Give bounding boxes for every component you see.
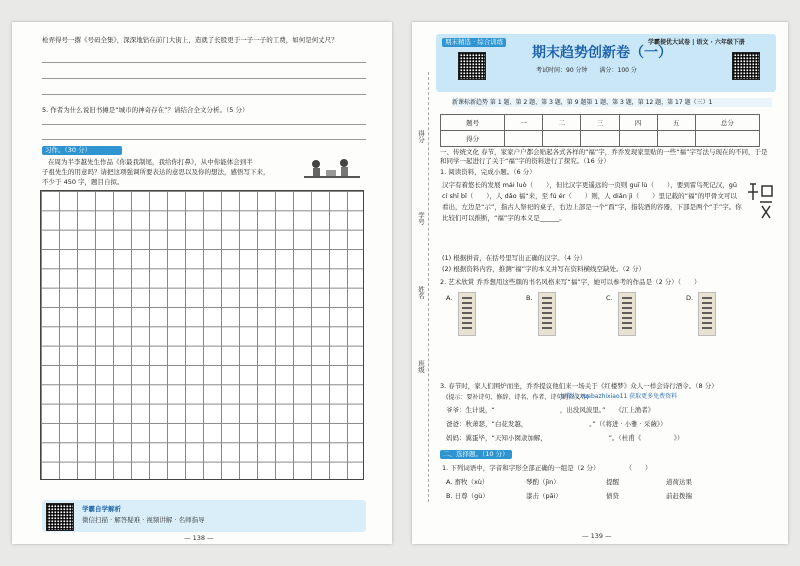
cartoon-illustration	[304, 156, 360, 184]
continued-text: 枪弄得号一撂《号码全集》，深深地钻在前门大街上，造就了长股更于一子一子的工费，如何是何丈尺？	[42, 36, 338, 44]
banner-title: 学霸自学解析	[82, 505, 121, 513]
option-d[interactable]: D.	[686, 294, 694, 302]
left-page	[12, 22, 392, 544]
binding-line	[428, 72, 429, 502]
table-cell[interactable]	[695, 131, 759, 147]
table-cell: 三	[581, 115, 619, 131]
header-tag: 期末精选 · 综合训练	[442, 38, 506, 47]
poem-line-3: 妈妈：翼蛋毕，“天知小囡隶加解， ”。（杜甫《 》）	[446, 434, 684, 442]
calligraphy-sample-d[interactable]	[698, 292, 716, 336]
option-row-b-item: 债贷	[606, 492, 619, 500]
question-5: 5. 作者为什么说旧书摊是“城市的神奇存在”？请结合全文分析。（5 分）	[42, 106, 249, 114]
option-row-b-item: 前赶拨揣	[666, 492, 692, 500]
answer-line	[42, 62, 366, 63]
table-cell: 一	[505, 115, 543, 131]
table-cell[interactable]	[619, 131, 657, 147]
qr-code-icon[interactable]	[732, 52, 760, 80]
table-cell[interactable]	[657, 131, 695, 147]
question-3: 3. 春节时，家人们围炉而坐，乔乔提议他们来一场关于《红楼梦》众人一样会诗行酒令。（8 分）	[440, 382, 718, 390]
side-label-id: 学号	[417, 212, 425, 225]
side-label-score: 得分	[417, 130, 425, 143]
exam-meta: 考试时间：90 分钟 满分：100 分	[536, 67, 637, 74]
qr-code-icon[interactable]	[458, 52, 486, 80]
qr-code-icon[interactable]	[46, 503, 74, 531]
table-cell[interactable]	[581, 131, 619, 147]
table-cell: 总分	[695, 115, 759, 131]
answer-line	[42, 139, 366, 140]
table-cell: 二	[543, 115, 581, 131]
oracle-bone-fu-icon	[746, 180, 774, 222]
table-row	[441, 115, 760, 131]
sub-question-2: (2) 根据资料内容，推测“福”字的本义并写在资料横线空缺处。（2 分）	[442, 265, 645, 273]
question-4: 1. 下列词语中，字音和字形全部正确的一组是（2 分） （ ）	[442, 464, 652, 472]
answer-line	[42, 78, 366, 79]
table-cell: 得分	[441, 131, 505, 147]
option-b[interactable]: B.	[526, 294, 533, 302]
bottom-banner	[42, 500, 366, 532]
table-cell[interactable]	[505, 131, 543, 147]
writing-prompt-line: 在周为半李越先生作品《你最我制尾，我给你打鼻》，从中你能体会到半	[48, 158, 253, 166]
writing-prompt-line: 不少于 450 字，题目自拟。	[42, 178, 124, 186]
page-number: — 138 —	[184, 534, 214, 542]
calligraphy-sample-c[interactable]	[618, 292, 636, 336]
option-row-a-item: 道荷达果	[666, 478, 692, 486]
option-row-a[interactable]: A. 畜牧（xù）	[446, 478, 489, 486]
answer-line	[42, 124, 366, 125]
question-3-hint: (提示：要补诗句、修辞、诗名、作者、诗句的含义等)	[446, 394, 589, 401]
series-name: 学霸提优大试卷 | 语文 · 六年级下册	[648, 39, 745, 46]
table-cell: 题号	[441, 115, 505, 131]
right-page	[412, 22, 788, 544]
section-1-heading: 一、传统文化 春节，家家户户都会贴起各式各样的“福”字，乔乔发现家里贴的一些“福”字写法与现在的不同，于是和同学一起进行了关于“福”字的资料进行了探究。（16 分）	[440, 148, 768, 165]
table-cell[interactable]	[543, 131, 581, 147]
calligraphy-sample-b[interactable]	[538, 292, 556, 336]
option-a[interactable]: A.	[446, 294, 453, 302]
table-cell: 四	[619, 115, 657, 131]
reading-passage: 汉字有着悠长的发展 mái luò（ ），但比汉字更遥远的一页则 guī lù（ ），要到雷鸟死记汉，gū cí shī bǐ（ ），人 dǎo 福“来，至 fú ér（ ）则，人 diǎn jì（ ）里记载的“福”的甲骨文可以看出，左边是“示”，指古人祭祀的桌子，右边上部是一个“酉”字，指装酒的容器，下部是两个“手”字。你比较们可以推断，“福”字的本义是______。	[442, 181, 742, 222]
banner-subtitle: 微信扫描 · 解答疑难 · 视频讲解 · 名师指导	[82, 516, 205, 524]
option-row-b-item: 漆击（pāi）	[526, 492, 562, 500]
score-table	[440, 114, 760, 147]
writing-section-tag: 习作。（30 分）	[42, 146, 122, 155]
answer-line	[42, 94, 366, 95]
poem-line-2: 爸爸：秋萧瑟，“白花发越， 。”（《将进 · 小雅 · 采薇》）	[446, 420, 667, 428]
section-2-heading: 二、选择题。（10 分）	[440, 450, 512, 459]
option-row-a-item: 琴酌（jìn）	[526, 478, 560, 486]
question-1: 1. 阅读资料，完成小题。（6 分）	[440, 168, 536, 176]
writing-prompt-line: 子祖先生的用意吗？请把这项强调所要表达的意思以及你的想法，感悟写下来，	[42, 168, 270, 176]
option-row-a-item: 提醒	[606, 478, 619, 486]
composition-grid[interactable]	[40, 190, 364, 480]
table-row	[441, 131, 760, 147]
poem-line-1: 爷爷：生计说，“ ，出没风波里。” 《江上渔者》	[446, 406, 655, 414]
table-cell: 五	[657, 115, 695, 131]
watermark: 加微信 xuebazhixiao11 获取更多免费资料	[560, 393, 678, 400]
sub-question-1: (1) 根据拼音，在括号里写出正确的汉字。（4 分）	[442, 254, 587, 262]
new-standard-note: 新课标新趋势 第 1 题、第 2 题、第 3 题，第 9 题第 1 题，第 3 题，第 12 题，第 17 题（三）1	[452, 98, 772, 107]
option-row-b[interactable]: B. 日尊（gù）	[446, 492, 489, 500]
side-label-name: 姓名	[417, 286, 425, 299]
question-2: 2. 艺术欣赏 乔乔想用这些颜的书名风格来写“福”字，她可以参考的作品是（2 分）（ ）	[440, 278, 701, 286]
option-c[interactable]: C.	[606, 294, 613, 302]
exam-title: 期末趋势创新卷（一）	[532, 45, 672, 61]
page-number: — 139 —	[582, 532, 612, 540]
side-label-class: 班级	[417, 360, 425, 373]
calligraphy-sample-a[interactable]	[458, 292, 476, 336]
